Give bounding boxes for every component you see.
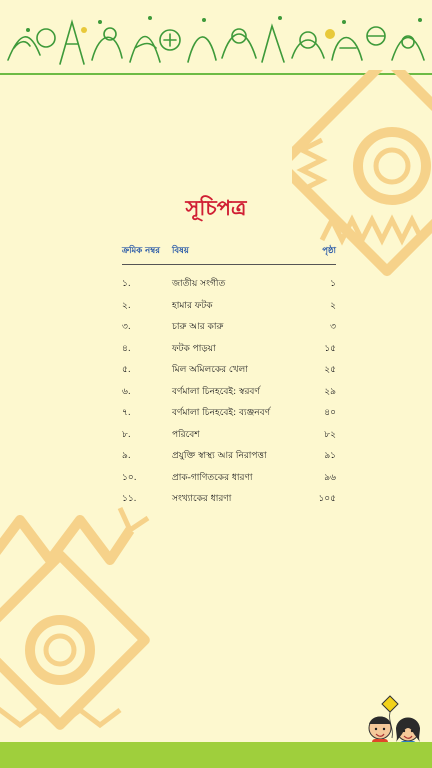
- table-row[interactable]: [122, 467, 336, 489]
- row-subject: বর্ণমালা চিনহবেই: ব্যঞ্জনবর্ণ: [172, 408, 271, 418]
- table-row[interactable]: [122, 424, 336, 446]
- row-subject: মিল অমিলকের খেলা: [172, 365, 248, 375]
- row-subject: প্রযুক্তি স্বাস্থ্য আর নিরাপত্তা: [172, 451, 267, 461]
- row-subject: সংখ্যাকের ধারণা: [172, 494, 232, 504]
- row-serial: ৩.: [122, 322, 131, 332]
- row-page: ২: [330, 300, 336, 311]
- table-row[interactable]: [122, 488, 336, 510]
- row-page: ৯৬: [324, 472, 336, 483]
- row-subject: চারু আর কারু: [172, 322, 224, 332]
- table-row[interactable]: [122, 338, 336, 360]
- table-row[interactable]: [122, 316, 336, 338]
- row-page: ৯১: [324, 451, 336, 461]
- row-page: ২৫: [324, 365, 336, 375]
- contents-table: [122, 244, 336, 510]
- decorative-doodle-border: [0, 0, 432, 78]
- row-serial: ১১.: [122, 494, 137, 504]
- row-subject: ফটক পাড়য়া: [172, 343, 216, 354]
- table-rows: [122, 273, 336, 510]
- table-row[interactable]: [122, 445, 336, 467]
- row-page: ৩: [330, 322, 336, 332]
- row-serial: ৮.: [122, 429, 131, 440]
- row-page: ১০৫: [318, 494, 336, 504]
- row-subject: হামার ফটক: [172, 300, 213, 311]
- table-header: [122, 244, 336, 264]
- table-row[interactable]: [122, 273, 336, 295]
- row-serial: ৭.: [122, 408, 131, 418]
- row-page: ৪০: [324, 408, 336, 418]
- row-subject: বর্ণমালা চিনহবেই: স্বরবর্ণ: [172, 386, 260, 397]
- header-subject: বিষয়: [172, 246, 189, 256]
- row-subject: প্রাক-গাণিতকের ধারণা: [172, 472, 253, 483]
- row-page: ১: [330, 279, 336, 289]
- header-rule: [122, 264, 336, 265]
- row-serial: ২.: [122, 300, 131, 311]
- row-page: ২৯: [324, 386, 336, 397]
- row-serial: ৪.: [122, 343, 131, 354]
- table-row[interactable]: [122, 381, 336, 403]
- header-page: পৃষ্ঠা: [322, 246, 336, 256]
- page-title: সূচিপত্র: [185, 195, 247, 220]
- row-page: ৮২: [324, 429, 336, 440]
- row-subject: পরিবেশ: [172, 429, 200, 440]
- table-row[interactable]: [122, 402, 336, 424]
- table-row[interactable]: [122, 295, 336, 317]
- bottom-green-bar: [0, 742, 432, 768]
- table-row[interactable]: [122, 359, 336, 381]
- row-serial: ৯.: [122, 451, 131, 461]
- row-serial: ৬.: [122, 386, 131, 397]
- row-serial: ১০.: [122, 472, 137, 483]
- header-serial: ক্রমিক নম্বর: [122, 246, 160, 256]
- alpana-pattern-bottom-left: [0, 500, 170, 740]
- row-subject: জাতীয় সংগীত: [172, 279, 226, 289]
- row-page: ১৫: [324, 343, 336, 354]
- row-serial: ১.: [122, 279, 131, 289]
- row-serial: ৫.: [122, 365, 131, 375]
